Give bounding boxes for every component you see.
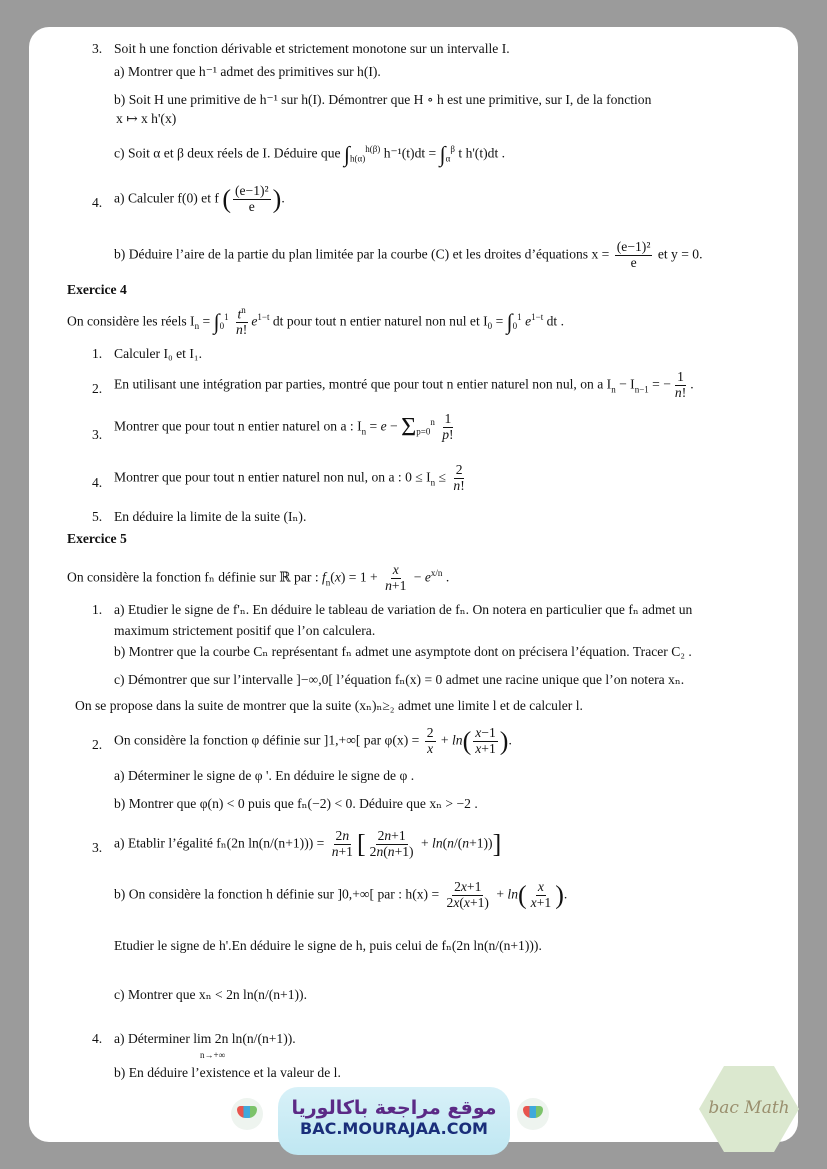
ex5-q2-text: On considère la fonction φ définie sur ]1,+∞[ par φ(x) = bbox=[114, 732, 420, 748]
ex4-item-3: Montrer que pour tout n entier naturel on a : $I_n = e - \Sigma_{p=0}^n$ $\frac{1}{p!}$ bbox=[114, 411, 454, 442]
ex5-q1c: c) Démontrer que sur l’intervalle ]−∞,0[ l’équation fₙ(x) = 0 admet une racine unique que l’on notera xₙ. bbox=[114, 672, 685, 687]
ex4-intro-c: dt . bbox=[546, 313, 564, 329]
ex4-item-2-number: 2. bbox=[92, 381, 103, 396]
ex5-intro: On considère la fonction fₙ définie sur ℝ par : $f_n(x) = 1$ + $\frac{x}{n+1}$ − $e^{x/n}$ . bbox=[67, 562, 450, 593]
ex4-item-2-text: En utilisant une intégration par parties, montré que pour tout n entier naturel non nul, on a I bbox=[114, 376, 612, 392]
books-icon bbox=[523, 1106, 543, 1118]
q3c-text-b: h⁻¹(t)dt = bbox=[383, 145, 437, 161]
ex4-item-3-number: 3. bbox=[92, 427, 103, 442]
q3b-function: x ↦ x h'(x) bbox=[116, 111, 177, 126]
footer-arabic-title: موقع مراجعة باكالوريا bbox=[291, 1097, 497, 1119]
q4b-numerator: (e−1)² bbox=[616, 239, 651, 254]
ex4-item-4-text: Montrer que pour tout n entier naturel non nul, on a : 0 ≤ I bbox=[114, 469, 431, 485]
q3c: c) Soit α et β deux réels de I. Déduire que $\int_{h(\alpha)}^{h(\beta)}$ $h^{-1}(t)dt = \int_\alpha^\beta$ t h'(t)dt . bbox=[114, 141, 506, 167]
ex5-q2: On considère la fonction φ définie sur ]1,+∞[ par φ(x) = $\frac{2}{x}$ + ln( $\frac{x-1}{x+1}$ ). bbox=[114, 725, 512, 756]
ex4-item-2: En utilisant une intégration par parties, montré que pour tout n entier naturel non nul, on a $I_n - I_{n-1}$ = − $\frac{1}{n!}$ . bbox=[114, 369, 694, 400]
q3b: b) Soit H une primitive de h⁻¹ sur h(I). Démontrer que H ∘ h est une primitive, sur I, de la fonction bbox=[114, 92, 652, 107]
site-logo-left bbox=[231, 1098, 263, 1130]
integral-sign: ∫ bbox=[439, 141, 446, 167]
ex5-q1b: b) Montrer que la courbe Cₙ représentant fₙ admet une asymptote dont on précisera l’équation. Tracer C₂ . bbox=[114, 644, 692, 659]
q4b-text: b) Déduire l’aire de la partie du plan limitée par la courbe (C) et les droites d’équations x = bbox=[114, 246, 610, 262]
q4b-text-end: et y = 0. bbox=[657, 246, 703, 262]
ex5-q4b: b) En déduire l’existence et la valeur de l. bbox=[114, 1065, 341, 1080]
q4-number: 4. bbox=[92, 195, 103, 210]
ex5-intro-text: On considère la fonction fₙ définie sur ℝ par : bbox=[67, 569, 319, 585]
ex4-intro-b: dt pour tout n entier naturel non nul et I bbox=[272, 313, 488, 329]
q3c-text-c: t h'(t)dt . bbox=[458, 145, 506, 161]
footer-site-url: BAC.MOURAJAA.COM bbox=[300, 1119, 488, 1138]
ex5-q3c: c) Montrer que xₙ < 2n ln(n/(n+1)). bbox=[114, 987, 307, 1002]
q4a-denominator: e bbox=[248, 198, 255, 214]
ex5-q3a-text: a) Etablir l’égalité fₙ(2n ln(n/(n+1))) = bbox=[114, 835, 325, 851]
q4b bbox=[114, 240, 702, 271]
ex4-intro: On considère les réels $I_n = \int_0^1$ $\frac{t^n}{n!}$ $e^{1-t}$ dt pour tout n entier naturel non nul et $I_0 = \int_0^1$ $e^{1-t}$ dt . bbox=[67, 305, 564, 338]
ex5-q4a: a) Déterminer lim 2n ln(n/(n+1)). bbox=[114, 1031, 296, 1046]
ex4-item-3-text: Montrer que pour tout n entier naturel on a : I bbox=[114, 418, 362, 434]
integral-sign: ∫ bbox=[343, 141, 350, 167]
ex4-item-5: En déduire la limite de la suite (Iₙ). bbox=[114, 509, 307, 524]
exercise-5-title: Exercice 5 bbox=[67, 531, 127, 546]
ex4-item-5-number: 5. bbox=[92, 509, 103, 524]
q4a: a) Calculer f(0) et f ( $\frac{\text{(e−1)²}}{e}$ ). bbox=[114, 183, 285, 214]
footer-banner[interactable] bbox=[278, 1087, 510, 1155]
ex5-q3a: a) Etablir l’égalité fₙ(2n ln(n/(n+1))) = $\frac{2n}{n+1}$ [ $\frac{2n+1}{2n(n+1)}$ + ln(n/(n+1))] bbox=[114, 828, 502, 859]
ex5-transition: On se propose dans la suite de montrer que la suite (xₙ)ₙ≥₂ admet une limite l et de calculer l. bbox=[75, 698, 583, 713]
ex5-q1a-cont: maximum strictement positif que l’on calculera. bbox=[114, 623, 376, 638]
exercise-4-title: Exercice 4 bbox=[67, 282, 127, 297]
books-icon bbox=[237, 1106, 257, 1118]
ex5-q2a: a) Déterminer le signe de φ '. En déduire le signe de φ . bbox=[114, 768, 415, 783]
q4a-numerator: (e−1)² bbox=[235, 183, 269, 198]
ex5-q1a: a) Etudier le signe de f'ₙ. En déduire le tableau de variation de fₙ. On notera en particulier que fₙ admet un bbox=[114, 602, 693, 617]
ex5-q2b: b) Montrer que φ(n) < 0 puis que fₙ(−2) < 0. Déduire que xₙ > −2 . bbox=[114, 796, 478, 811]
ex4-intro-a: On considère les réels I bbox=[67, 313, 195, 329]
ex5-q4a-limit: n→+∞ bbox=[200, 1050, 225, 1060]
bac-math-logo bbox=[699, 1066, 799, 1152]
ex4-item-1: Calculer I₀ et I₁. bbox=[114, 346, 202, 361]
ex4-item-1-number: 1. bbox=[92, 346, 103, 361]
ex4-item-4: Montrer que pour tout n entier naturel non nul, on a : $0 \le I_n$ ≤ $\frac{2}{n!}$ bbox=[114, 462, 465, 493]
ex4-item-4-number: 4. bbox=[92, 475, 103, 490]
ex5-q3b-cont: Etudier le signe de h'.En déduire le signe de h, puis celui de fₙ(2n ln(n/(n+1))). bbox=[114, 938, 542, 953]
q4b-denominator: e bbox=[630, 254, 637, 270]
q4a-text: a) Calculer f(0) et f bbox=[114, 190, 219, 206]
ex5-q3b-text: b) On considère la fonction h définie sur ]0,+∞[ par : h(x) = bbox=[114, 886, 440, 902]
q3-statement: Soit h une fonction dérivable et strictement monotone sur un intervalle I. bbox=[114, 41, 510, 56]
bac-math-logo-text: bac Math bbox=[708, 1098, 790, 1118]
ex5-q3b: b) On considère la fonction h définie sur ]0,+∞[ par : h(x) = $\frac{2x+1}{2x(x+1)}$ + ln( $\frac{x}{x+1}$ ). bbox=[114, 879, 568, 910]
q3a: a) Montrer que h⁻¹ admet des primitives sur h(I). bbox=[114, 64, 381, 79]
q3-number: 3. bbox=[92, 41, 103, 56]
q3c-text-a: c) Soit α et β deux réels de I. Déduire que bbox=[114, 145, 341, 161]
site-logo-right bbox=[517, 1098, 549, 1130]
